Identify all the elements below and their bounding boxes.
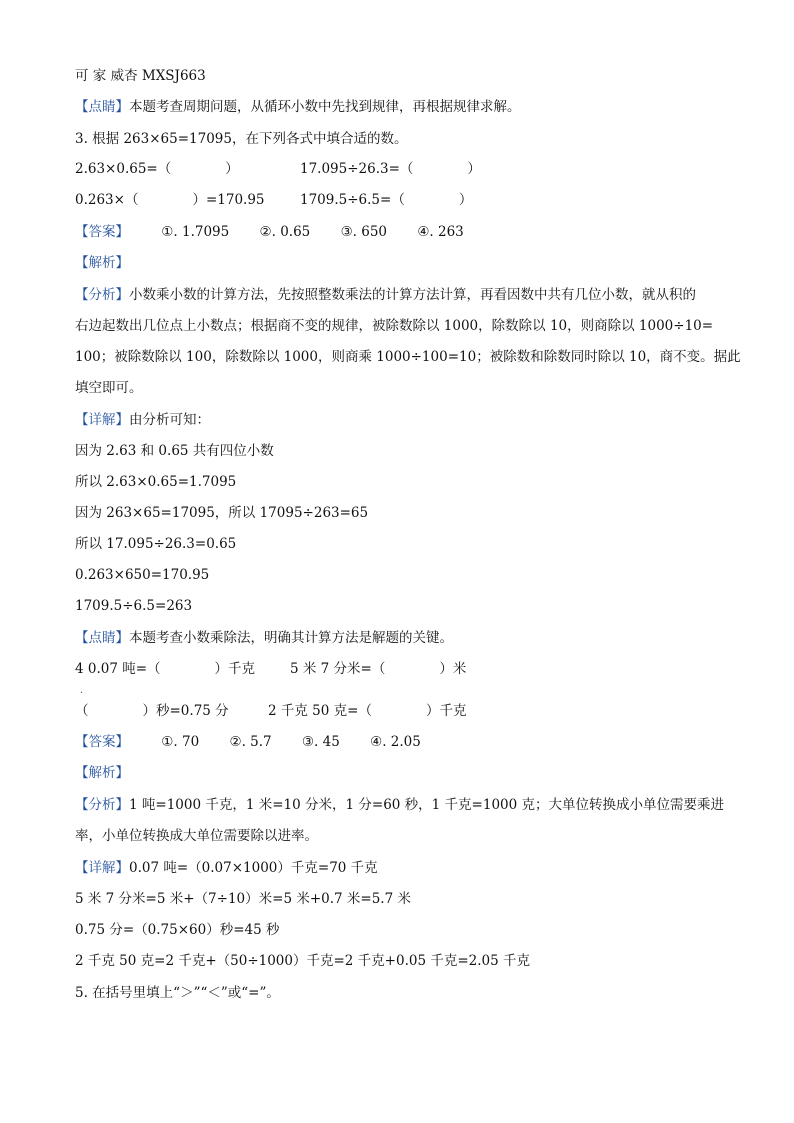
- dianjing-1: [75, 98, 521, 116]
- q4-fenxi-text-1: 1 吨=1000 千克，1 米=10 分米，1 分=60 秒，1 千克=1000 克；大单位转换成小单位需要乘进: [129, 797, 725, 813]
- xiangjie-label: 【详解】: [75, 860, 129, 876]
- dianjing-text: 本题考查周期问题，从循环小数中先找到规律，再根据规律求解。: [129, 99, 521, 115]
- q4-blank-1: 4 0.07 吨=（ ）千克: [75, 661, 256, 677]
- q4-xiangjie: [75, 859, 378, 877]
- q3-answer: [75, 223, 464, 241]
- q3-xiangjie-intro: 由分析可知：: [129, 412, 210, 428]
- q4-answer-1: ①. 70: [161, 734, 200, 750]
- q4-step-1: 0.07 吨=（0.07×1000）千克=70 千克: [129, 860, 378, 876]
- q4-blank-3: （ ）秒=0.75 分: [75, 703, 229, 719]
- q3-blank-3: 0.263×（ ）=170.95: [75, 192, 265, 208]
- dianjing-label: 【点睛】: [75, 99, 129, 115]
- header-text: 可 家 威杏 MXSJ663: [75, 68, 206, 84]
- q3-blank-2: 17.095÷26.3=（ ）: [300, 161, 481, 177]
- q3-step-4: 所以 17.095÷26.3=0.65: [75, 536, 237, 552]
- q3-step-6: 1709.5÷6.5=263: [75, 598, 193, 614]
- q3-dianjing: [75, 629, 453, 647]
- q4-step-2: 5 米 7 分米=5 米+（7÷10）米=5 米+0.7 米=5.7 米: [75, 891, 411, 907]
- q3-answer-3: ③. 650: [340, 224, 388, 240]
- q4-fenxi-line-2: 率，小单位转换成大单位需要除以进率。: [75, 828, 318, 844]
- q3-fenxi-line-3: 100；被除数除以 100，除数除以 1000，则商乘 1000÷100=10；被除数和除数同时除以 10，商不变。据此: [75, 349, 741, 365]
- answer-label: 【答案】: [75, 224, 129, 240]
- q4-answer: [75, 733, 421, 751]
- q3-fenxi-line-2: 右边起数出几位点上小数点；根据商不变的规律，被除数除以 1000，除数除以 10，则商除以 1000÷10=: [75, 318, 714, 334]
- q3-fenxi-line-4: 填空即可。: [75, 380, 143, 396]
- q3-fenxi-text-1: 小数乘小数的计算方法，先按照整数乘法的计算方法计算，再看因数中共有几位小数，就从积的: [129, 287, 696, 303]
- answer-label: 【答案】: [75, 734, 129, 750]
- q4-blank-2: 5 米 7 分米=（ ）米: [290, 661, 467, 677]
- q3-xiangjie: [75, 411, 210, 429]
- q4-jiexi-label: 【解析】: [75, 765, 129, 781]
- q3-answer-2: ②. 0.65: [259, 224, 311, 240]
- q3-step-5: 0.263×650=170.95: [75, 567, 210, 583]
- q4-blank-4: 2 千克 50 克=（ ）千克: [268, 703, 467, 719]
- q4-answer-3: ③. 45: [301, 734, 340, 750]
- dianjing-label: 【点睛】: [75, 630, 129, 646]
- q3-step-1: 因为 2.63 和 0.65 共有四位小数: [75, 443, 274, 459]
- xiangjie-label: 【详解】: [75, 412, 129, 428]
- q3-blank-4: 1709.5÷6.5=（ ）: [300, 192, 473, 208]
- q4-step-4: 2 千克 50 克=2 千克+（50÷1000）千克=2 千克+0.05 千克=2.05 千克: [75, 953, 531, 969]
- q3-step-2: 所以 2.63×0.65=1.7095: [75, 474, 237, 490]
- stray-dot: ·: [80, 688, 84, 699]
- q4-fenxi-line-1: [75, 796, 724, 814]
- q4-answer-4: ④. 2.05: [370, 734, 421, 750]
- q3-answer-4: ④. 263: [417, 224, 464, 240]
- q3-dianjing-text: 本题考查小数乘除法，明确其计算方法是解题的关键。: [129, 630, 453, 646]
- q3-answer-1: ①. 1.7095: [161, 224, 230, 240]
- q3-stem: 3. 根据 263×65=17095，在下列各式中填合适的数。: [75, 131, 408, 147]
- q3-step-3: 因为 263×65=17095，所以 17095÷263=65: [75, 505, 369, 521]
- q3-fenxi-line-1: [75, 286, 696, 304]
- fenxi-label: 【分析】: [75, 287, 129, 303]
- q4-answer-2: ②. 5.7: [229, 734, 272, 750]
- q3-blank-1: 2.63×0.65=（ ）: [75, 161, 239, 177]
- q5-stem: 5. 在括号里填上“＞”“＜”或“=”。: [75, 985, 280, 1001]
- fenxi-label: 【分析】: [75, 797, 129, 813]
- q4-step-3: 0.75 分=（0.75×60）秒=45 秒: [75, 922, 280, 938]
- q3-jiexi-label: 【解析】: [75, 255, 129, 271]
